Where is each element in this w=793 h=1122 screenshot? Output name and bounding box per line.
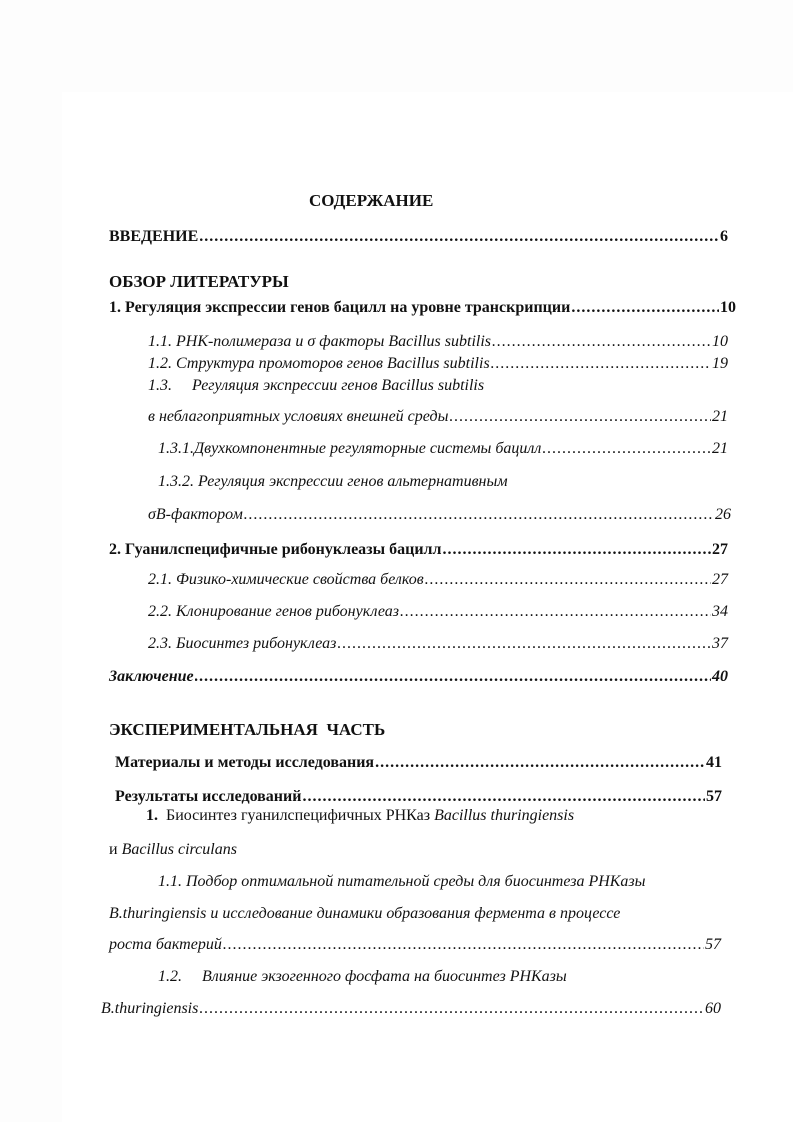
toc-entry-2-2[interactable] <box>148 602 728 622</box>
dot-leader <box>199 227 719 247</box>
toc-page-number: 19 <box>712 355 728 372</box>
dot-leader <box>542 439 711 459</box>
toc-entry-label: 1. Регуляция экспрессии генов бацилл на уровне транскрипции <box>109 299 571 316</box>
toc-entry-chapter-1[interactable] <box>109 298 736 318</box>
dot-leader <box>302 787 705 807</box>
toc-entry-1-3[interactable] <box>148 407 728 427</box>
toc-entry-results-1-1[interactable] <box>109 935 721 955</box>
dot-leader <box>443 540 712 560</box>
toc-page-number: 37 <box>712 635 728 652</box>
section-heading-review: ОБЗОР ЛИТЕРАТУРЫ <box>109 272 289 291</box>
toc-page-number: 34 <box>712 603 728 620</box>
toc-page-number: 41 <box>706 754 722 771</box>
toc-page-number: 26 <box>715 506 731 523</box>
toc-entry-conclusion[interactable] <box>109 667 728 687</box>
dot-leader <box>195 667 711 687</box>
toc-entry-label: в неблагоприятных условиях внешней среды <box>148 408 449 425</box>
toc-entry-label: Заключение <box>109 668 194 685</box>
dot-leader <box>223 935 704 955</box>
toc-entry-1-1-title: 1.1. Подбор оптимальной питательной среды для биосинтеза РНКазы <box>158 873 646 890</box>
toc-entry-label: 2.2. Клонирование генов рибонуклеаз <box>148 603 400 620</box>
toc-entry-introduction[interactable] <box>109 227 728 247</box>
toc-entry-1-3-2-title: 1.3.2. Регуляция экспрессии генов альтернативным <box>158 473 508 490</box>
toc-entry-1-1-title-cont: B.thuringiensis и исследование динамики образования фермента в процессе <box>109 905 621 922</box>
dot-leader <box>400 602 711 622</box>
toc-entry-results[interactable] <box>115 787 722 807</box>
dot-leader <box>491 354 711 374</box>
toc-entry-label: B.thuringiensis <box>101 1000 199 1017</box>
toc-entry-label: и <box>109 841 118 858</box>
toc-page-number: 40 <box>712 668 728 685</box>
toc-entry-label: Биосинтез гуанилспецифичных РНКаз <box>166 807 431 824</box>
toc-entry-label: 2. Гуанилспецифичные рибонуклеазы бацилл <box>109 541 442 558</box>
dot-leader <box>449 407 711 427</box>
dot-leader <box>337 634 711 654</box>
toc-entry-results-1[interactable] <box>146 806 574 826</box>
toc-entry-1-2-title: 1.2. Влияние экзогенного фосфата на биосинтез РНКазы <box>158 968 567 985</box>
section-heading-experimental: ЭКСПЕРИМЕНТАЛЬНАЯ ЧАСТЬ <box>109 720 386 739</box>
dot-leader <box>492 332 711 352</box>
toc-entry-label: σB-фактором <box>148 506 243 523</box>
toc-page-number: 21 <box>712 408 728 425</box>
dot-leader <box>375 753 705 773</box>
toc-entry-1-3-title: 1.3. Регуляция экспрессии генов Bacillus subtilis <box>148 377 485 394</box>
toc-page-number: 10 <box>720 299 736 316</box>
toc-page-number: 21 <box>712 440 728 457</box>
toc-entry-label: 1.1. РНК-полимераза и σ факторы Bacillus subtilis <box>148 333 491 350</box>
toc-page-number: 57 <box>706 788 722 805</box>
toc-entry-2-1[interactable] <box>148 570 728 590</box>
toc-page-number: 27 <box>712 541 728 558</box>
toc-entry-methods[interactable] <box>115 753 722 773</box>
toc-entry-2-3[interactable] <box>148 634 728 654</box>
toc-entry-chapter-2[interactable] <box>109 540 728 560</box>
dot-leader <box>425 570 711 590</box>
toc-entry-label: роста бактерий <box>109 936 222 953</box>
toc-entry-results-1-cont <box>109 840 237 860</box>
toc-entry-label: 1.2. Структура промоторов генов Bacillus subtilis <box>148 355 490 372</box>
toc-page-number: 10 <box>712 333 728 350</box>
toc-page-number: 6 <box>720 228 728 245</box>
toc-title: СОДЕРЖАНИЕ <box>309 191 434 210</box>
toc-entry-number: 1. <box>146 807 158 824</box>
toc-entry-1-1[interactable] <box>148 332 728 352</box>
toc-entry-label: Материалы и методы исследования <box>115 754 375 771</box>
toc-entry-label: 2.3. Биосинтез рибонуклеаз <box>148 635 337 652</box>
toc-entry-label-species: Bacillus thuringiensis <box>434 807 575 824</box>
toc-entry-1-2[interactable] <box>148 354 728 374</box>
toc-entry-label: Результаты исследований <box>115 788 302 805</box>
toc-page-number: 57 <box>705 936 721 953</box>
toc-page-number: 60 <box>705 1000 721 1017</box>
toc-entry-results-1-2[interactable] <box>101 999 721 1019</box>
toc-entry-label: ВВЕДЕНИЕ <box>109 228 199 245</box>
dot-leader <box>199 999 704 1019</box>
toc-entry-1-3-1[interactable] <box>158 439 728 459</box>
toc-entry-label: 2.1. Физико-химические свойства белков <box>148 571 424 588</box>
dot-leader <box>244 505 714 525</box>
toc-entry-1-3-2[interactable] <box>148 505 731 525</box>
toc-entry-label-species: Bacillus circulans <box>121 841 237 858</box>
toc-page-number: 27 <box>712 571 728 588</box>
dot-leader <box>571 298 719 318</box>
toc-entry-label: 1.3.1.Двухкомпонентные регуляторные системы бацилл <box>158 440 542 457</box>
